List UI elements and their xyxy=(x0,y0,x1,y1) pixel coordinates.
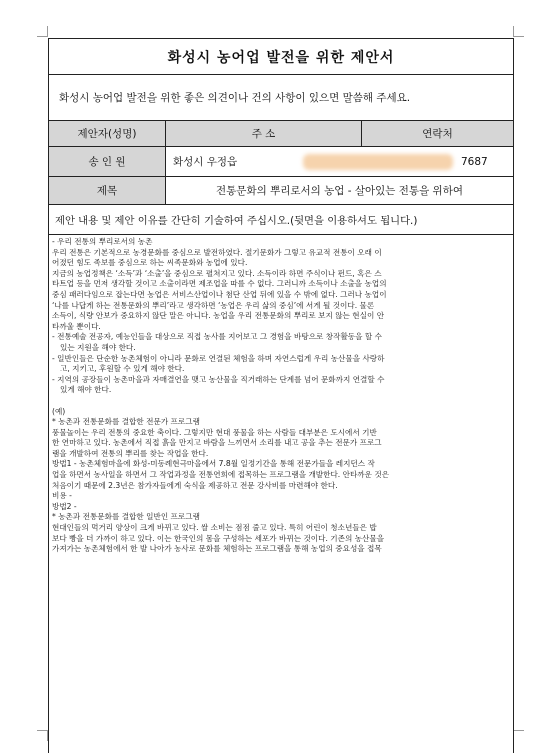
body-line xyxy=(52,396,510,407)
body-line: 지금의 농업정책은 ‘소득’과 ‘소출’을 중심으로 펼쳐지고 있다. 소득이라 하면 주식이나 펀드, 혹은 스 xyxy=(52,268,382,278)
intro-text: 화성시 농어업 발전을 위한 좋은 의견이나 건의 사항이 있으면 말씀해 주세요. xyxy=(59,92,411,104)
body-line: 있는 지원을 해야 한다. xyxy=(60,342,136,352)
page-corner-mark xyxy=(513,26,524,37)
body-line: ‘나를 나답게 하는 전통문화의 뿌리’라고 생각하면 ‘농업은 우리 삶의 중심’에 서게 될 것이다. 물론 xyxy=(52,300,375,310)
body-line: 중심 패러다임으로 잡는다면 농업은 서비스산업이나 첨단 산업 뒤에 있을 수 밖에 없다. 그러나 농업이 xyxy=(52,289,387,299)
body-line: 타까울 뿐이다. xyxy=(52,321,101,331)
redaction-blur xyxy=(303,154,453,170)
body-line: - 지역의 공장들이 농촌마을과 자매결연을 맺고 농산물을 직거래하는 단계를 넘어 문화까지 연결할 수 xyxy=(52,374,385,384)
address-header: 주 소 xyxy=(165,121,361,146)
body-line: 현대인들의 먹거리 양상이 크게 바뀌고 있다. 쌀 소비는 점점 줄고 있다. 특히 어린이 청소년들은 밥 xyxy=(52,523,377,533)
body-line: 업을 하면서 농사일을 하면서 그 작업과정을 전통연희에 접목하는 프로그램을 개발한다. 안타까운 것은 xyxy=(52,470,390,480)
page-title: 화성시 농어업 발전을 위한 제안서 xyxy=(167,49,395,66)
body-line: - 전통예술 전공자, 예능인들을 대상으로 직접 농사를 지어보고 그 경험을 바탕으로 창작활동을 할 수 xyxy=(52,332,382,342)
body-line: 보다 빵을 더 가까이 하고 있다. 이는 한국인의 몸을 구성하는 세포가 바뀌는 것이다. 기존의 농산물을 xyxy=(52,533,385,543)
body-line: * 농촌과 전통문화를 결합한 전문가 프로그램 xyxy=(52,417,200,427)
body-line: 타트업 등을 먼저 생각할 것이고 소출이라면 제조업을 따를 수 없다. 그러니까 소득이나 소출을 농업의 xyxy=(52,279,387,289)
proposal-body xyxy=(52,237,510,555)
body-line: 방법2 - xyxy=(52,501,77,511)
subject-row xyxy=(49,177,513,205)
body-line: 한 연마하고 있다. 농촌에서 직접 흙을 만지고 바람을 느끼면서 소리를 내고 공을 추는 전문가 프로그 xyxy=(52,438,382,448)
body-line: 램을 개발하여 전통의 뿌리를 찾는 작업을 한다. xyxy=(52,448,209,458)
body-line: 비용 - xyxy=(52,491,72,501)
contact-value: 7687 xyxy=(461,155,488,168)
instruction-text: 제안 내용 및 제안 이유를 간단히 기술하여 주십시오.(뒷면을 이용하셔도 됩니다.) xyxy=(55,215,418,227)
body-line: - 우리 전통의 뿌리로서의 농촌 xyxy=(52,237,153,246)
page-corner-mark xyxy=(37,730,48,741)
page-corner-mark xyxy=(513,730,524,741)
body-line: 방법1 - 농촌체험마을에 화성-미동례현극마을에서 7.8월 일정기간을 통해 전문가들을 레지던스 작 xyxy=(52,459,375,469)
body-line: 풍물놀이는 우리 전통의 중요한 축이다. 그렇지만 현대 풍물을 하는 사람들 대부분은 도시에서 기반 xyxy=(52,427,377,437)
proposer-name: 송 인 원 xyxy=(49,147,165,176)
body-line: 어졌던 힘도 족보를 중심으로 하는 씨족문화와 농업에 있다. xyxy=(52,258,248,268)
row-divider xyxy=(165,147,166,176)
intro-row xyxy=(49,75,513,121)
body-line: 있게 해야 한다. xyxy=(60,385,112,395)
proposal-form xyxy=(48,38,514,753)
proposer-header: 제안자(성명) xyxy=(77,128,137,140)
body-line: 처음이기 때문에 2.3년은 참가자들에게 숙식을 제공하고 전문 강사비를 마련해야 한다. xyxy=(52,480,338,490)
proposer-row xyxy=(49,147,513,177)
header-row xyxy=(49,121,513,147)
subject-label: 제목 xyxy=(49,177,165,204)
page-corner-mark xyxy=(37,26,48,37)
body-line: 우리 전통은 기본적으로 농경문화를 중심으로 발전하였다. 절기문화가 그렇고 유교적 전통이 오래 이 xyxy=(52,247,382,257)
body-line: 고, 지키고, 후원할 수 있게 해야 한다. xyxy=(60,364,185,374)
contact-header: 연락처 xyxy=(361,121,513,146)
body-line: (예) xyxy=(52,406,66,416)
body-line: - 일반인들은 단순한 농촌체험이 아니라 문화로 연결된 체험을 하며 자연스럽게 우리 농산물을 사랑하 xyxy=(52,353,385,363)
body-line: 소득이, 식량 안보가 중요하지 않단 말은 아니다. 농업을 우리 전통문화의 뿌리로 보지 않는 현실이 안 xyxy=(52,311,385,321)
body-line: * 농촌과 전통문화를 결합한 일반인 프로그램 xyxy=(52,512,200,522)
address-value: 화성시 우정읍 xyxy=(173,156,238,168)
subject-value: 전통문화의 뿌리로서의 농업 - 살아있는 전통을 위하여 xyxy=(165,177,513,204)
title-row xyxy=(49,39,513,75)
instruction-row xyxy=(49,205,513,235)
body-line: 가져가는 농촌체험에서 한 발 나아가 농사로 문화를 체험하는 프로그램을 통해 농업의 중요성을 접목 xyxy=(52,544,382,554)
